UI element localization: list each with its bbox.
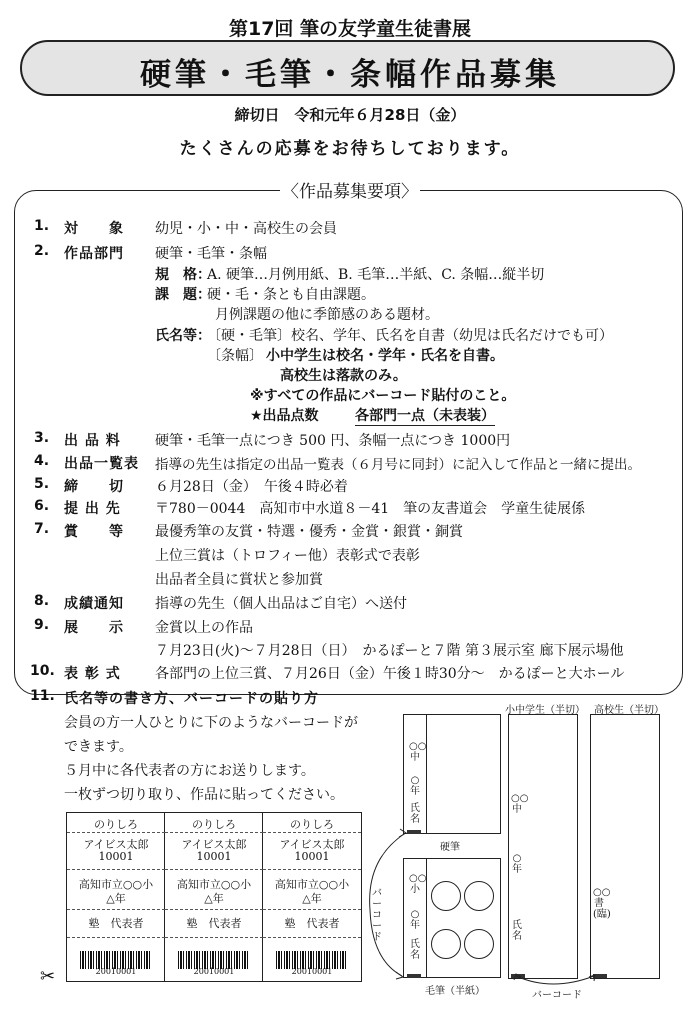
section-title: 〈作品募集要項〉 xyxy=(280,177,420,202)
high-caption: 高校生（半切） xyxy=(594,705,664,716)
mohitsu-caption: 毛筆（半紙） xyxy=(425,986,485,997)
item-7-line-2: 上位三賞は（トロフィー他）表彰式で表彰 xyxy=(155,548,420,564)
item-1-number: 1. xyxy=(34,218,50,234)
card-cut-line xyxy=(67,909,165,910)
middle-scroll-diagram xyxy=(508,714,578,979)
item-11-line-3: ５月中に各代表者の方にお送りします。 xyxy=(64,763,315,779)
card-glue-label: のりしろ xyxy=(290,818,334,831)
count-label: ★出品点数 xyxy=(250,408,319,424)
barcode-card[interactable] xyxy=(263,813,361,981)
card-code: 20010001 xyxy=(193,967,235,976)
character-circle xyxy=(431,929,461,959)
item-4-value: 指導の先生は指定の出品一覧表（６月号に同封）に記入して作品と一緒に提出。 xyxy=(155,457,641,473)
item-4-number: 4. xyxy=(34,453,50,469)
barcode-arrow-icon xyxy=(360,820,410,980)
card-cut-line xyxy=(263,909,361,910)
item-4-label: 出品一覧表 xyxy=(64,456,139,472)
card-grade: △年 xyxy=(204,892,224,905)
card-rep: 塾 代表者 xyxy=(186,917,242,930)
shimei-line-2: 小中学生は校名・学年・氏名を自書。 xyxy=(266,348,504,364)
item-8-label: 成績通知 xyxy=(64,596,124,612)
school-text: ○○小 xyxy=(409,873,427,895)
item-9-number: 9. xyxy=(34,617,50,633)
item-8-number: 8. xyxy=(34,593,50,609)
item-3-value: 硬筆・毛筆一点につき 500 円、条幅一点につき 1000円 xyxy=(155,433,511,449)
item-3-number: 3. xyxy=(34,430,50,446)
item-11-line-1: 会員の方一人ひとりに下のようなバーコードが xyxy=(64,715,358,731)
item-2-label: 作品部門 xyxy=(64,246,124,262)
name-text: 氏名 xyxy=(410,803,420,825)
grade-text: ○年 xyxy=(410,909,420,931)
item-1-label: 対 象 xyxy=(64,221,124,237)
kikaku-value: A. 硬筆…月例用紙、B. 毛筆…半紙、C. 条幅…縦半切 xyxy=(207,267,545,283)
card-rep: 塾 代表者 xyxy=(88,917,144,930)
item-9-value: 金賞以上の作品 xyxy=(155,620,253,636)
item-7-number: 7. xyxy=(34,521,50,537)
shimei-line-3: 高校生は落款のみ。 xyxy=(280,368,407,384)
card-cut-line xyxy=(165,869,263,870)
card-cut-line xyxy=(67,937,165,938)
item-7-line-3: 出品者全員に賞状と参加賞 xyxy=(155,572,323,588)
high-scroll-diagram xyxy=(590,714,660,979)
item-10-value: 各部門の上位三賞、７月26日（金）午後１時30分～ かるぽーと大ホール xyxy=(155,666,625,682)
character-circle xyxy=(464,881,494,911)
item-10-label: 表 彰 式 xyxy=(64,666,121,682)
barcode-label-horizontal: バーコード xyxy=(532,990,582,1001)
item-7-label: 賞 等 xyxy=(64,524,124,540)
item-2-number: 2. xyxy=(34,243,50,259)
school-text: ○○中 xyxy=(409,741,427,763)
deadline-text: 締切日 令和元年６月28日（金） xyxy=(234,106,466,124)
item-2-value: 硬筆・毛筆・条幅 xyxy=(155,246,267,262)
barcode-card[interactable] xyxy=(165,813,263,981)
item-6-number: 6. xyxy=(34,498,50,514)
item-6-label: 提 出 先 xyxy=(64,501,121,517)
item-3-label: 出 品 料 xyxy=(64,433,121,449)
kadai-label: 課 題： xyxy=(155,287,211,303)
koushu-paper-diagram xyxy=(403,714,501,834)
name-text: 氏名 xyxy=(410,939,420,961)
item-11-label: 氏名等の書き方、バーコードの貼り方 xyxy=(64,691,319,707)
card-grade: △年 xyxy=(106,892,126,905)
shimei-line-1: 〔硬・毛筆〕校名、学年、氏名を自書（幼児は氏名だけでも可） xyxy=(207,328,613,344)
kadai-line-2: 月例課題の他に季節感のある題材。 xyxy=(215,307,439,323)
card-id: 10001 xyxy=(294,850,330,863)
welcome-text: たくさんの応募をお待ちしております。 xyxy=(179,139,521,159)
barcode-card-sheet xyxy=(66,812,362,982)
grade-text: ○年 xyxy=(410,775,420,797)
koushu-caption: 硬筆 xyxy=(440,842,460,853)
signature-text: ○○書(臨) xyxy=(593,887,611,920)
item-9-line-2: ７月23日(火)～７月28日（日） かるぽーと７階 第３展示室 廊下展示場他 xyxy=(155,643,624,659)
scissors-icon: ✂ xyxy=(40,966,56,987)
card-code: 20010001 xyxy=(291,967,333,976)
character-circle xyxy=(464,929,494,959)
card-school: 高知市立○○小 xyxy=(78,878,154,891)
card-cut-line xyxy=(165,937,263,938)
kadai-line-1: 硬・毛・条とも自由課題。 xyxy=(207,287,375,303)
mohitsu-paper-diagram xyxy=(403,858,501,978)
item-6-value: 〒780－0044 高知市中水道８－41 筆の友書道会 学童生徒展係 xyxy=(155,501,586,517)
grade-text: ○年 xyxy=(512,853,522,875)
card-cut-line xyxy=(67,832,165,833)
item-9-label: 展 示 xyxy=(64,620,124,636)
barcode-card[interactable] xyxy=(67,813,165,981)
barcode-label-vertical: バーコード xyxy=(372,888,382,943)
page-title: 硬筆・毛筆・条幅作品募集 xyxy=(140,57,560,93)
item-11-number: 11. xyxy=(30,688,55,704)
card-cut-line xyxy=(263,832,361,833)
card-cut-line xyxy=(67,869,165,870)
school-text: ○○中 xyxy=(511,793,529,815)
card-glue-label: のりしろ xyxy=(192,818,236,831)
card-school: 高知市立○○小 xyxy=(176,878,252,891)
card-cut-line xyxy=(263,869,361,870)
card-cut-line xyxy=(263,937,361,938)
card-cut-line xyxy=(165,909,263,910)
item-10-number: 10. xyxy=(30,663,55,679)
item-7-value: 最優秀筆の友賞・特選・優秀・金賞・銀賞・銅賞 xyxy=(155,524,463,540)
item-1-value: 幼児・小・中・高校生の会員 xyxy=(155,221,337,237)
card-grade: △年 xyxy=(302,892,322,905)
card-school: 高知市立○○小 xyxy=(274,878,350,891)
card-name: アイビス太郎 xyxy=(181,838,247,851)
item-5-label: 締 切 xyxy=(64,479,124,495)
count-value: 各部門一点（未表装） xyxy=(355,405,495,426)
card-name: アイビス太郎 xyxy=(83,838,149,851)
card-id: 10001 xyxy=(98,850,134,863)
card-name: アイビス太郎 xyxy=(279,838,345,851)
character-circle xyxy=(431,881,461,911)
item-5-value: ６月28日（金） 午後４時必着 xyxy=(155,479,348,495)
card-code: 20010001 xyxy=(95,967,137,976)
item-8-value: 指導の先生（個人出品はご自宅）へ送付 xyxy=(155,596,407,612)
middle-caption: 小中学生（半切） xyxy=(505,705,585,716)
card-glue-label: のりしろ xyxy=(94,818,138,831)
shimei-tag-scroll: 〔条幅〕 xyxy=(207,348,263,364)
item-11-line-2: できます。 xyxy=(64,739,133,755)
item-5-number: 5. xyxy=(34,476,50,492)
barcode-note: ※すべての作品にバーコード貼付のこと。 xyxy=(250,388,516,404)
name-text: 氏名 xyxy=(512,920,522,942)
item-11-line-4: 一枚ずつ切り取り、作品に貼ってください。 xyxy=(64,787,344,803)
kikaku-label: 規 格： xyxy=(155,267,211,283)
exhibition-subtitle: 第17回 筆の友学童生徒書展 xyxy=(228,18,472,40)
shimei-label: 氏名等： xyxy=(155,328,211,344)
card-cut-line xyxy=(165,832,263,833)
card-id: 10001 xyxy=(196,850,232,863)
card-rep: 塾 代表者 xyxy=(284,917,340,930)
